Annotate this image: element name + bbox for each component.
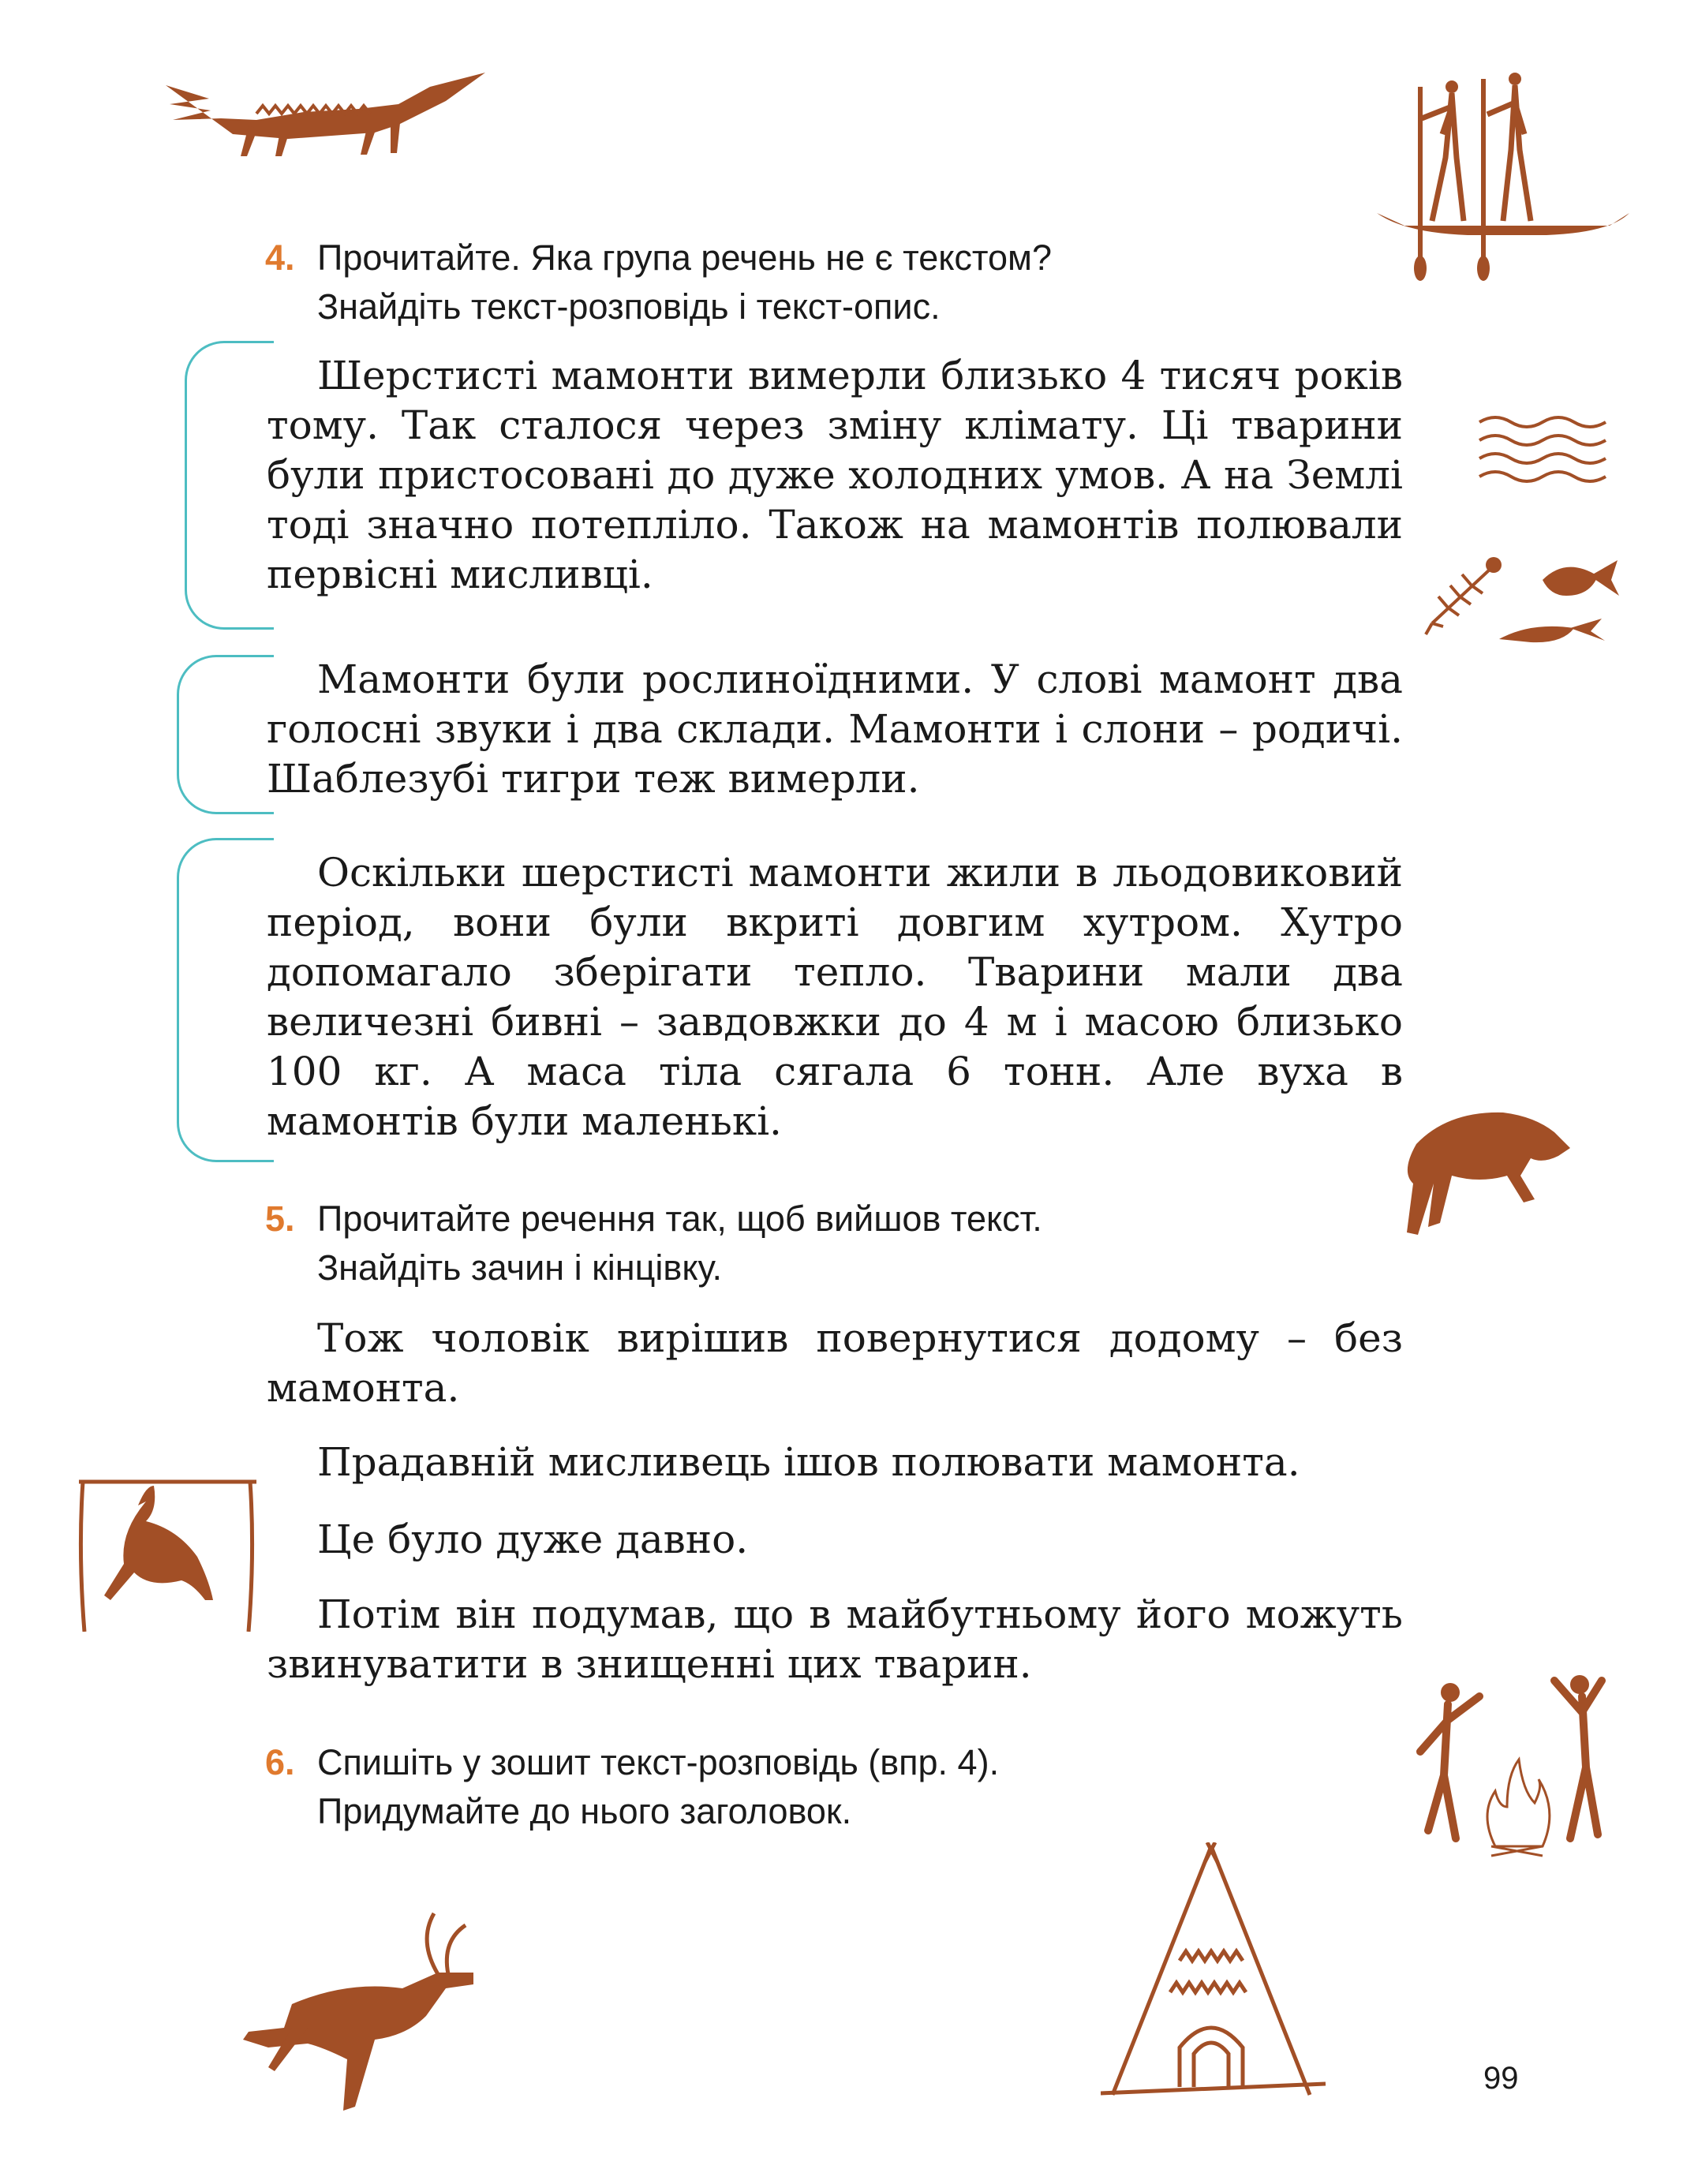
task-instruction: Придумайте до нього заголовок. bbox=[317, 1791, 852, 1831]
text-group-1 bbox=[267, 351, 1403, 600]
tent-drawing bbox=[1101, 1842, 1330, 2111]
sentence-1 bbox=[267, 1314, 1403, 1413]
task-instruction: Прочитайте. Яка група речень не є текстом? bbox=[317, 237, 1053, 278]
group-bracket bbox=[177, 655, 274, 814]
dancers-around-fire-drawing bbox=[1404, 1649, 1633, 1886]
paragraph: Це було дуже давно. bbox=[317, 1516, 749, 1562]
task-6 bbox=[265, 1738, 999, 1836]
task-instruction: Спишіть у зошит текст-розповідь (впр. 4). bbox=[317, 1742, 1000, 1782]
group-bracket bbox=[177, 838, 274, 1162]
paragraph: Тож чоловік вирішив повернутися додому – без мамонта. bbox=[267, 1315, 1403, 1411]
sentence-3 bbox=[267, 1515, 1403, 1565]
paragraph: Прадавній мисливець ішов полювати мамонта. bbox=[317, 1439, 1300, 1485]
sentence-4 bbox=[267, 1590, 1403, 1689]
text-group-2 bbox=[267, 655, 1403, 804]
task-5 bbox=[265, 1195, 1042, 1292]
group-bracket bbox=[185, 341, 274, 630]
task-4 bbox=[265, 234, 1052, 331]
fish-drawing bbox=[1424, 544, 1629, 655]
wild-boar-drawing bbox=[1385, 1097, 1574, 1239]
task-number: 6. bbox=[265, 1742, 295, 1782]
page-number: 99 bbox=[1483, 2061, 1519, 2096]
hunters-with-prey-drawing bbox=[75, 1474, 260, 1632]
task-instruction: Знайдіть текст-розповідь і текст-опис. bbox=[317, 286, 941, 327]
boat-with-people-drawing bbox=[1373, 71, 1633, 284]
text-group-3 bbox=[267, 848, 1403, 1146]
paragraph: Шерстисті мамонти вимерли близько 4 тисяч років тому. Так сталося через зміну клімату. Ці тварини були пристосовані до дуже холодних умов. А на Землі тоді значно потепліло. Також на мамонтів полювали первісні мисливці. bbox=[267, 353, 1403, 597]
sentence-2 bbox=[267, 1438, 1403, 1487]
crocodile-drawing bbox=[162, 63, 493, 158]
paragraph: Мамонти були рослиноїдними. У слові мамонт два голосні звуки і два склади. Мамонти і слони – родичі. Шаблезубі тигри теж вимерли. bbox=[267, 656, 1403, 802]
task-number: 5. bbox=[265, 1199, 295, 1239]
paragraph: Оскільки шерстисті мамонти жили в льодовиковий період, вони були вкриті довгим хутром. Хутро допомагало зберігати тепло. Тварини мали два величезні бивні – завдовжки до 4 м і масою близько 100 кг. А маса тіла сягала 6 тонн. Але вуха в мамонтів були маленькі. bbox=[267, 850, 1403, 1144]
paragraph: Потім він подумав, що в майбутньому його можуть звинуватити в знищенні цих тварин. bbox=[267, 1591, 1403, 1687]
waves-drawing bbox=[1475, 410, 1618, 497]
antelope-drawing bbox=[237, 1909, 497, 2130]
task-number: 4. bbox=[265, 237, 295, 278]
task-instruction: Прочитайте речення так, щоб вийшов текст. bbox=[317, 1199, 1042, 1239]
task-instruction: Знайдіть зачин і кінцівку. bbox=[317, 1247, 723, 1288]
